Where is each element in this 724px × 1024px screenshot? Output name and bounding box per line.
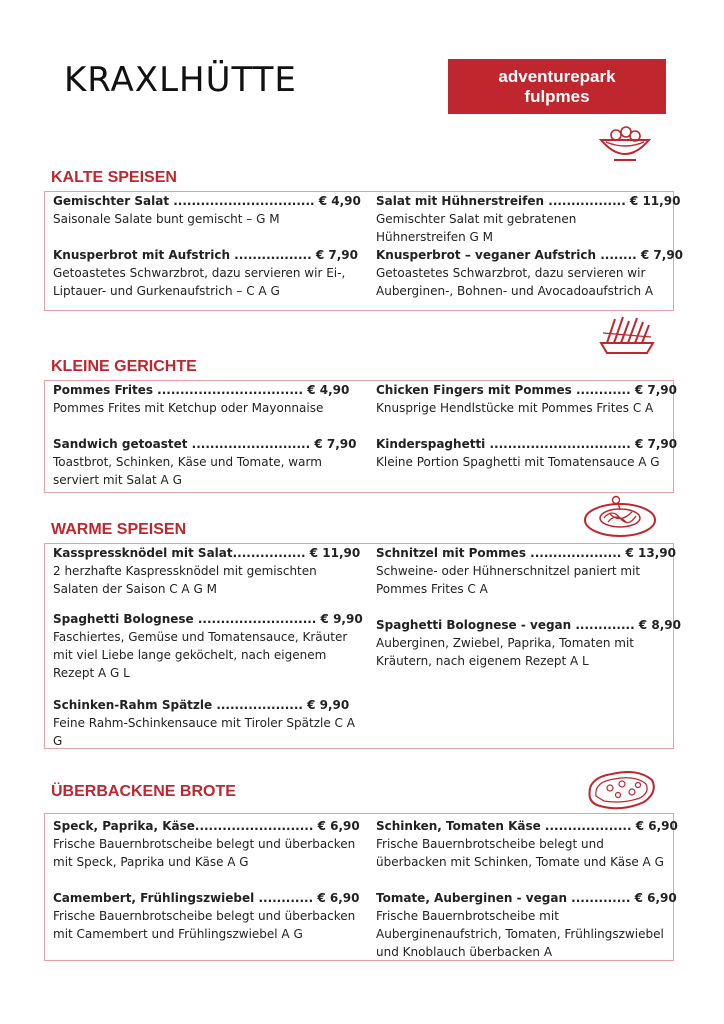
menu-item-name: Speck, Paprika, Käse.......................... € 6,90 bbox=[53, 819, 360, 833]
brand-line-1: adventurepark bbox=[498, 66, 616, 86]
baked-bread-icon bbox=[582, 766, 660, 812]
spaghetti-plate-icon bbox=[582, 494, 658, 540]
menu-item-description: Frische Bauernbrotscheibe mit Auberginenaufstrich, Tomaten, Frühlingszwiebel und Knoblauch überbacken A bbox=[376, 909, 664, 959]
menu-item-name: Kasspressknödel mit Salat................ € 11,90 bbox=[53, 546, 361, 560]
menu-item bbox=[376, 435, 678, 471]
menu-item-name: Knusperbrot – veganer Aufstrich ........ € 7,90 bbox=[376, 248, 684, 262]
menu-item bbox=[53, 381, 358, 417]
menu-item-name: Kinderspaghetti ............................... € 7,90 bbox=[376, 437, 678, 451]
menu-item-name: Spaghetti Bolognese .......................... € 9,90 bbox=[53, 612, 363, 626]
section-box-kleine-gerichte bbox=[44, 380, 678, 493]
menu-item bbox=[53, 696, 358, 750]
menu-item-description: Getoastetes Schwarzbrot, dazu servieren wir Auberginen-, Bohnen- und Avocadoaufstrich A bbox=[376, 266, 654, 298]
menu-item bbox=[376, 616, 681, 670]
fries-icon bbox=[597, 313, 657, 357]
menu-item-name: Sandwich getoastet .......................... € 7,90 bbox=[53, 437, 357, 451]
menu-item-description: Knusprige Hendlstücke mit Pommes Frites C A bbox=[376, 401, 654, 415]
menu-item-name: Knusperbrot mit Aufstrich ................. € 7,90 bbox=[53, 248, 358, 262]
menu-item bbox=[53, 817, 358, 871]
menu-item-description: Pommes Frites mit Ketchup oder Mayonnaise bbox=[53, 401, 324, 415]
menu-item bbox=[376, 192, 681, 246]
page-title: KRAXLHÜTTE bbox=[64, 60, 297, 100]
section-box-warme-speisen bbox=[44, 543, 681, 749]
menu-item-name: Gemischter Salat ............................... € 4,90 bbox=[53, 194, 361, 208]
menu-item bbox=[53, 610, 363, 682]
menu-item-name: Tomate, Auberginen - vegan ............. € 6,90 bbox=[376, 891, 677, 905]
menu-item-description: Auberginen, Zwiebel, Paprika, Tomaten mit Kräutern, nach eigenem Rezept A L bbox=[376, 636, 634, 668]
section-box-kalte-speisen bbox=[44, 191, 684, 311]
menu-item bbox=[53, 544, 361, 598]
brand-logo bbox=[448, 59, 666, 114]
menu-item-description: Faschiertes, Gemüse und Tomatensauce, Kräuter mit viel Liebe lange geköchelt, nach eigenem Rezept A G L bbox=[53, 630, 348, 680]
menu-item-description: 2 herzhafte Kaspressknödel mit gemischten Salaten der Saison C A G M bbox=[53, 564, 317, 596]
menu-item-name: Salat mit Hühnerstreifen ................. € 11,90 bbox=[376, 194, 681, 208]
menu-item-description: Getoastetes Schwarzbrot, dazu servieren wir Ei-, Liptauer- und Gurkenaufstrich – C A G bbox=[53, 266, 346, 298]
menu-item bbox=[53, 246, 358, 300]
menu-item-name: Chicken Fingers mit Pommes ............ € 7,90 bbox=[376, 383, 677, 397]
menu-item-name: Schinken-Rahm Spätzle ................... € 9,90 bbox=[53, 698, 350, 712]
menu-item bbox=[376, 889, 677, 961]
menu-item-description: Saisonale Salate bunt gemischt – G M bbox=[53, 212, 280, 226]
salad-bowl-icon bbox=[598, 124, 652, 166]
menu-item bbox=[53, 435, 358, 489]
menu-item-description: Gemischter Salat mit gebratenen Hühnerstreifen G M bbox=[376, 212, 577, 244]
menu-item-description: Schweine- oder Hühnerschnitzel paniert mit Pommes Frites C A bbox=[376, 564, 641, 596]
menu-item bbox=[376, 381, 677, 417]
menu-item-description: Frische Bauernbrotscheibe belegt und überbacken mit Speck, Paprika und Käse A G bbox=[53, 837, 356, 869]
menu-item-description: Frische Bauernbrotscheibe belegt und überbacken mit Camembert und Frühlingszwiebel A G bbox=[53, 909, 356, 941]
menu-item bbox=[376, 544, 676, 598]
menu-item-description: Feine Rahm-Schinkensauce mit Tiroler Spätzle C A G bbox=[53, 716, 355, 748]
menu-item bbox=[376, 246, 684, 300]
menu-item-name: Schinken, Tomaten Käse ................... € 6,90 bbox=[376, 819, 678, 833]
menu-item-name: Schnitzel mit Pommes .................... € 13,90 bbox=[376, 546, 676, 560]
menu-item bbox=[53, 192, 361, 228]
menu-item bbox=[53, 889, 358, 943]
section-title-kalte-speisen: KALTE SPEISEN bbox=[51, 169, 177, 186]
menu-item-name: Camembert, Frühlingszwiebel ............ € 6,90 bbox=[53, 891, 360, 905]
section-box-ueberbackene-brote bbox=[44, 813, 678, 961]
section-title-ueberbackene-brote: ÜBERBACKENE BROTE bbox=[51, 783, 236, 800]
section-title-warme-speisen: WARME SPEISEN bbox=[51, 521, 187, 538]
section-title-kleine-gerichte: KLEINE GERICHTE bbox=[51, 358, 197, 375]
menu-item-description: Kleine Portion Spaghetti mit Tomatensauce A G bbox=[376, 455, 660, 469]
menu-item-name: Pommes Frites ................................ € 4,90 bbox=[53, 383, 350, 397]
menu-item-description: Toastbrot, Schinken, Käse und Tomate, warm serviert mit Salat A G bbox=[53, 455, 322, 487]
menu-item bbox=[376, 817, 678, 871]
menu-item-name: Spaghetti Bolognese - vegan ............. € 8,90 bbox=[376, 618, 681, 632]
brand-line-2: fulpmes bbox=[524, 86, 590, 106]
menu-item-description: Frische Bauernbrotscheibe belegt und überbacken mit Schinken, Tomate und Käse A G bbox=[376, 837, 664, 869]
